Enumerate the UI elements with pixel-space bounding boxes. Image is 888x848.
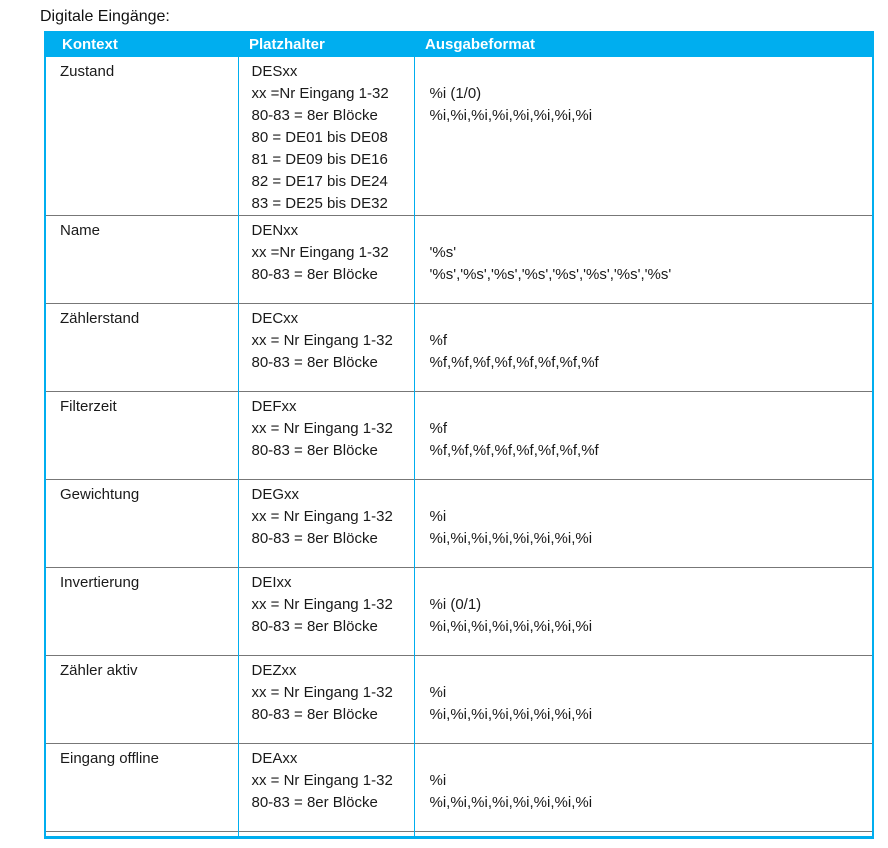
- cell-kontext: Zählerstand: [45, 304, 238, 392]
- column-header-kontext: Kontext: [45, 31, 238, 57]
- table-header: [45, 31, 873, 57]
- cell-platzhalter: DENxx xx =Nr Eingang 1-32 80-83 = 8er Blöcke: [238, 216, 414, 304]
- cell-ausgabeformat: %i (1/0) %i,%i,%i,%i,%i,%i,%i,%i: [429, 85, 593, 124]
- cell-platzhalter: DEFxx xx = Nr Eingang 1-32 80-83 = 8er Blöcke: [238, 392, 414, 480]
- table-row: [45, 656, 873, 744]
- cell-ausgabeformat: %f %f,%f,%f,%f,%f,%f,%f,%f: [414, 304, 873, 392]
- cell-ausgabeformat: [414, 832, 873, 838]
- cell-platzhalter: DEIxx xx = Nr Eingang 1-32 80-83 = 8er Blöcke: [238, 568, 414, 656]
- cell-ausgabeformat: %i (0/1) %i,%i,%i,%i,%i,%i,%i,%i: [414, 568, 873, 656]
- table-row: [45, 568, 873, 656]
- table-row: [45, 480, 873, 568]
- cell-platzhalter: DEAxx xx = Nr Eingang 1-32 80-83 = 8er Blöcke: [238, 744, 414, 832]
- column-header-platzhalter: Platzhalter: [238, 31, 414, 57]
- cell-kontext: Filterzeit: [45, 392, 238, 480]
- cell-ausgabeformat: '%s' '%s','%s','%s','%s','%s','%s','%s','%s': [414, 216, 873, 304]
- cell-platzhalter: [238, 832, 414, 838]
- cell-kontext: Zustand: [45, 57, 238, 216]
- table-row: [45, 304, 873, 392]
- cell-platzhalter: DEZxx xx = Nr Eingang 1-32 80-83 = 8er Blöcke: [238, 656, 414, 744]
- header-row: [45, 31, 873, 57]
- cell-ausgabeformat: %f %f,%f,%f,%f,%f,%f,%f,%f: [414, 392, 873, 480]
- cell-kontext: [45, 832, 238, 838]
- cell-kontext: Invertierung: [45, 568, 238, 656]
- cell-platzhalter: DECxx xx = Nr Eingang 1-32 80-83 = 8er Blöcke: [238, 304, 414, 392]
- page-title: Digitale Eingänge:: [40, 8, 170, 25]
- cell-kontext: Zähler aktiv: [45, 656, 238, 744]
- table-row: [45, 57, 873, 216]
- digital-inputs-table: [44, 31, 874, 839]
- cell-ausgabeformat: %i %i,%i,%i,%i,%i,%i,%i,%i: [414, 480, 873, 568]
- column-header-ausgabeformat: Ausgabeformat: [414, 31, 873, 57]
- table-body: [45, 57, 873, 838]
- table-row: [45, 832, 873, 838]
- cell-platzhalter: DESxx xx =Nr Eingang 1-32 80-83 = 8er Blöcke 80 = DE01 bis DE08 81 = DE09 bis DE16 82 = DE17 bis DE24 83 = DE25 bis DE32: [238, 57, 414, 216]
- table-row: [45, 392, 873, 480]
- table-row: [45, 744, 873, 832]
- cell-ausgabeformat: %i %i,%i,%i,%i,%i,%i,%i,%i: [414, 656, 873, 744]
- cell-kontext: Gewichtung: [45, 480, 238, 568]
- cell-kontext: Eingang offline: [45, 744, 238, 832]
- table-row: [45, 216, 873, 304]
- cell-kontext: Name: [45, 216, 238, 304]
- cell-platzhalter: DEGxx xx = Nr Eingang 1-32 80-83 = 8er Blöcke: [238, 480, 414, 568]
- cell-ausgabeformat: %i %i,%i,%i,%i,%i,%i,%i,%i: [414, 744, 873, 832]
